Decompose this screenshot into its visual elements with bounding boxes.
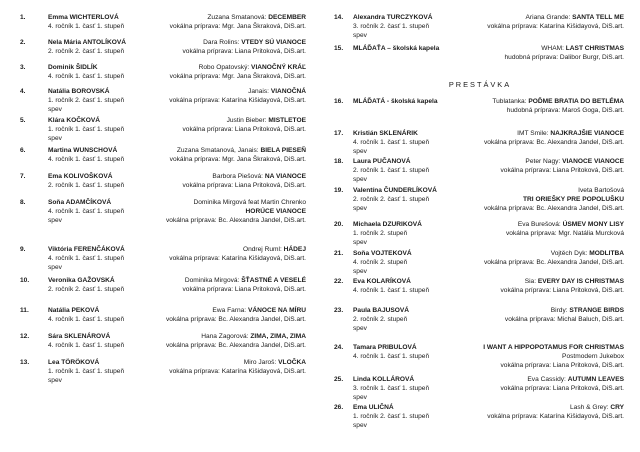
song-title: VIANOČNÁ bbox=[270, 88, 306, 95]
song-title: SANTA TELL ME bbox=[572, 14, 624, 21]
song-title: ÚSMEV MONY LISY bbox=[562, 221, 624, 228]
vocal-preparation: vokálna príprava: Liana Pritoková, DiS.art. bbox=[500, 385, 624, 392]
performer-name: Natália PEKOVÁ bbox=[48, 307, 100, 314]
song-artist: Iveta Bartošová bbox=[578, 187, 624, 194]
performer-class: spev bbox=[48, 377, 62, 384]
vocal-preparation: vokálna príprava: Bc. Alexandra Jandel, DiS.art. bbox=[483, 139, 624, 146]
song-title: ZIMA, ZIMA, ZIMA bbox=[250, 333, 306, 340]
performer-name: Veronika GAŽOVSKÁ bbox=[48, 277, 115, 284]
song-line bbox=[203, 39, 306, 48]
entry-number: 8. bbox=[20, 199, 26, 206]
performer-class: spev bbox=[353, 148, 367, 155]
performer-name: MLÁĎAŤA – školská kapela bbox=[353, 45, 440, 52]
song-artist: Robo Opatovský: bbox=[198, 64, 252, 71]
performer-name: Martina WUNSCHOVÁ bbox=[48, 147, 118, 154]
vocal-preparation: hudobná príprava: Maroš Goga, DiS.art. bbox=[506, 107, 624, 114]
entry-number: 18. bbox=[334, 158, 344, 165]
performer-class: 4. ročník 1. časť 1. stupeň bbox=[48, 156, 125, 163]
vocal-preparation: vokálna príprava: Liana Pritoková, DiS.art. bbox=[182, 126, 306, 133]
song-artist: Miro Jaroš: bbox=[243, 359, 279, 366]
entry-number: 10. bbox=[20, 277, 30, 284]
song-title: MISTLETOE bbox=[268, 117, 306, 124]
performer-name: Emma WICHTERLOVÁ bbox=[48, 14, 119, 21]
vocal-preparation: vokálna príprava: Michal Baluch, DiS.art. bbox=[504, 316, 624, 323]
performer-name: Lea TÖRÖKOVÁ bbox=[48, 359, 100, 366]
song-title: MODLITBA bbox=[589, 250, 624, 257]
performer-name: MLÁĎATÁ - školská kapela bbox=[353, 98, 438, 105]
performer-class: 4. ročník 2. stupeň bbox=[353, 259, 408, 266]
entry-number: 13. bbox=[20, 359, 30, 366]
song-artist: Janais: bbox=[248, 88, 271, 95]
song-title: HÁDEJ bbox=[283, 246, 306, 253]
song-artist: Eva Cassidy: bbox=[527, 376, 568, 383]
song-line bbox=[526, 14, 624, 23]
vocal-preparation: vokálna príprava: Bc. Alexandra Jandel, DiS.art. bbox=[165, 217, 306, 224]
song-title: POĎME BRATIA DO BETLÉMA bbox=[528, 98, 624, 105]
song-title: VÁNOCE NA MÍRU bbox=[247, 307, 306, 314]
vocal-preparation: vokálna príprava: Katarína Kišidayová, DiS.art. bbox=[487, 413, 624, 420]
song-title: VLOČKA bbox=[278, 359, 306, 366]
entry-number: 26. bbox=[334, 404, 344, 411]
performer-class: 4. ročník 1. časť 1. stupeň bbox=[48, 73, 125, 80]
performer-name: Linda KOLLÁROVÁ bbox=[353, 376, 415, 383]
performer-name: Tamara PRIBULOVÁ bbox=[353, 344, 417, 351]
performer-class: 4. ročník 1. časť 1. stupeň bbox=[353, 353, 430, 360]
song-line bbox=[492, 98, 624, 107]
song-line bbox=[193, 199, 306, 208]
performer-class: spev bbox=[353, 239, 367, 246]
performer-class: spev bbox=[48, 264, 62, 271]
song-line bbox=[551, 307, 624, 316]
song-artist: Tublatanka: bbox=[492, 98, 529, 105]
performer-class: spev bbox=[353, 422, 367, 429]
song-title: AUTUMN LEAVES bbox=[567, 376, 624, 383]
song-line bbox=[525, 158, 624, 167]
song-artist: Birdy: bbox=[550, 307, 570, 314]
entry-number: 24. bbox=[334, 344, 344, 351]
song-line bbox=[248, 88, 306, 97]
song-line bbox=[227, 117, 306, 126]
performer-class: 2. ročník 1. časť 1. stupeň bbox=[353, 167, 430, 174]
performer-class: 4. ročník 1. časť 1. stupeň bbox=[353, 139, 430, 146]
song-artist: Hana Zagorová: bbox=[201, 333, 251, 340]
entry-number: 11. bbox=[20, 307, 29, 314]
vocal-preparation: vokálna príprava: Liana Pritoková, DiS.art. bbox=[500, 362, 624, 369]
performer-class: 3. ročník 1. časť 1. stupeň bbox=[353, 385, 430, 392]
song-line bbox=[207, 14, 306, 23]
vocal-preparation: vokálna príprava: Katarína Kišidayová, DiS.art. bbox=[169, 255, 306, 262]
song-title: VTEDY SÚ VIANOCE bbox=[241, 39, 306, 46]
entry-number: 12. bbox=[20, 333, 30, 340]
song-artist: Dominika Mirgová: bbox=[184, 277, 242, 284]
song-title: VIANOČNÝ KRÁĽ bbox=[251, 64, 306, 71]
song-line bbox=[518, 221, 624, 230]
song-line bbox=[483, 344, 624, 353]
entry-number: 4. bbox=[20, 88, 26, 95]
performer-name: Viktória FERENČÁKOVÁ bbox=[48, 246, 125, 253]
song-line bbox=[517, 130, 624, 139]
performer-class: spev bbox=[48, 217, 62, 224]
song-line bbox=[212, 307, 306, 316]
performer-name: Michaela DZURIKOVÁ bbox=[353, 221, 422, 228]
song-title: I WANT A HIPPOPOTAMUS FOR CHRISTMAS bbox=[483, 344, 624, 351]
song-artist: IMT Smile: bbox=[517, 130, 551, 137]
performer-class: 2. ročník 2. časť 1. stupeň bbox=[48, 286, 125, 293]
entry-number: 20. bbox=[334, 221, 344, 228]
song-line bbox=[244, 359, 306, 368]
performer-name: Soňa VOJTEKOVÁ bbox=[353, 250, 412, 257]
entry-number: 6. bbox=[20, 147, 26, 154]
song-artist: Ewa Farna: bbox=[212, 307, 248, 314]
entry-number: 7. bbox=[20, 173, 26, 180]
vocal-preparation: vokálna príprava: Bc. Alexandra Jandel, DiS.art. bbox=[165, 316, 306, 323]
performer-name: Soňa ADAMČÍKOVÁ bbox=[48, 199, 112, 206]
performer-class: spev bbox=[353, 176, 367, 183]
vocal-preparation: vokálna príprava: Bc. Alexandra Jandel, DiS.art. bbox=[483, 259, 624, 266]
vocal-preparation: vokálna príprava: Liana Pritoková, DiS.art. bbox=[500, 287, 624, 294]
performer-name: Eva KOLARÍKOVÁ bbox=[353, 278, 411, 285]
performer-class: 4. ročník 1. časť 1. stupeň bbox=[48, 208, 125, 215]
song-artist: Zuzana Smatanová, Janais: bbox=[176, 147, 261, 154]
song-line bbox=[177, 147, 306, 156]
song-artist: Lash & Grey: bbox=[569, 404, 611, 411]
vocal-preparation: vokálna príprava: Mgr. Natália Murcková bbox=[505, 230, 624, 237]
entry-number: 5. bbox=[20, 117, 26, 124]
performer-class: 1. ročník 2. časť 1. stupeň bbox=[48, 97, 125, 104]
performer-name: Kristián SKLENÁRIK bbox=[353, 130, 418, 137]
performer-name: Ema KOLIVOŠKOVÁ bbox=[48, 173, 113, 180]
song-title: BIELA PIESEŇ bbox=[260, 147, 306, 154]
performer-class: spev bbox=[48, 106, 62, 113]
performer-class: 4. ročník 1. časť 1. stupeň bbox=[48, 255, 125, 262]
entry-number: 3. bbox=[20, 64, 26, 71]
performer-class: 4. ročník 1. časť 1. stupeň bbox=[48, 342, 125, 349]
performer-class: spev bbox=[353, 32, 367, 39]
vocal-preparation: vokálna príprava: Katarína Kišidayová, DiS.art. bbox=[169, 97, 306, 104]
vocal-preparation: vokálna príprava: Liana Pritoková, DiS.art. bbox=[182, 48, 306, 55]
vocal-preparation: vokálna príprava: Bc. Alexandra Jandel, DiS.art. bbox=[483, 205, 624, 212]
performer-class: 4. ročník 1. časť 1. stupeň bbox=[48, 23, 125, 30]
song-title: ŠŤASTNÉ A VESELÉ bbox=[241, 277, 306, 284]
song-line bbox=[199, 64, 306, 73]
song-artist: Zuzana Smatanová: bbox=[207, 14, 269, 21]
song-artist: Ondrej Ruml: bbox=[242, 246, 284, 253]
performer-name: Sára SKLENÁROVÁ bbox=[48, 333, 111, 340]
performer-name: Natália BOROVSKÁ bbox=[48, 88, 110, 95]
entry-number: 23. bbox=[334, 307, 344, 314]
performer-class: 2. ročník 2. časť 1. stupeň bbox=[353, 196, 430, 203]
song-line bbox=[541, 45, 624, 54]
vocal-preparation: vokálna príprava: Bc. Alexandra Jandel, DiS.art. bbox=[165, 342, 306, 349]
vocal-preparation: hudobná príprava: Dalibor Burgr, DiS.art. bbox=[504, 54, 624, 61]
song-artist: Vojtěch Dyk: bbox=[550, 250, 590, 257]
song-line bbox=[527, 376, 624, 385]
entry-number: 9. bbox=[20, 246, 26, 253]
intermission-heading: PRESTÁVKA bbox=[448, 80, 512, 89]
vocal-preparation: vokálna príprava: Katarína Kišidayová, DiS.art. bbox=[487, 23, 624, 30]
entry-number: 14. bbox=[334, 14, 344, 21]
song-title: TRI ORIEŠKY PRE POPOLUŠKU bbox=[523, 196, 624, 203]
song-line bbox=[201, 333, 306, 342]
song-artist: Barbora Piešová: bbox=[212, 173, 265, 180]
performer-class: 1. ročník 2. časť 1. stupeň bbox=[353, 413, 430, 420]
entry-number: 15. bbox=[334, 45, 344, 52]
song-artist: Dominika Mirgová feat Martin Chrenko bbox=[193, 199, 306, 206]
performer-name: Paula BAJUSOVÁ bbox=[353, 307, 410, 314]
song-artist: Eva Burešová: bbox=[517, 221, 563, 228]
performer-class: spev bbox=[353, 268, 367, 275]
vocal-preparation: vokálna príprava: Mgr. Jana Škraková, DiS.art. bbox=[169, 23, 306, 30]
performer-class: spev bbox=[353, 394, 367, 401]
song-line bbox=[212, 173, 306, 182]
performer-class: 2. ročník 2. časť 1. stupeň bbox=[48, 48, 125, 55]
performer-class: spev bbox=[353, 325, 367, 332]
song-artist: WHAM: bbox=[541, 45, 566, 52]
vocal-preparation: Postmodern Jukebox bbox=[562, 353, 624, 360]
song-line bbox=[578, 187, 624, 196]
song-line bbox=[243, 246, 306, 255]
performer-name: Ema ULIČNÁ bbox=[353, 404, 394, 411]
song-title: VIANOCE VIANOCE bbox=[562, 158, 624, 165]
performer-class: 1. ročník 1. časť 1. stupeň bbox=[48, 368, 125, 375]
song-title: EVERY DAY IS CHRISTMAS bbox=[537, 278, 624, 285]
song-title: LAST CHRISTMAS bbox=[565, 45, 624, 52]
song-title: NA VIANOCE bbox=[264, 173, 306, 180]
entry-number: 17. bbox=[334, 130, 344, 137]
song-line bbox=[185, 277, 306, 286]
performer-class: 2. ročník 2. stupeň bbox=[353, 316, 408, 323]
vocal-preparation: vokálna príprava: Mgr. Jana Škraková, DiS.art. bbox=[169, 156, 306, 163]
performer-class: 4. ročník 1. časť 1. stupeň bbox=[48, 316, 125, 323]
entry-number: 25. bbox=[334, 376, 344, 383]
performer-name: Nela Mária ANTOLÍKOVÁ bbox=[48, 39, 127, 46]
entry-number: 1. bbox=[20, 14, 26, 21]
performer-class: 1. ročník 1. časť 1. stupeň bbox=[48, 126, 125, 133]
performer-class: spev bbox=[48, 135, 62, 142]
performer-class: 1. ročník 2. stupeň bbox=[353, 230, 408, 237]
song-artist: Peter Nagy: bbox=[525, 158, 563, 165]
entry-number: 22. bbox=[334, 278, 344, 285]
performer-name: Klára KOČKOVÁ bbox=[48, 117, 101, 124]
performer-class: spev bbox=[353, 205, 367, 212]
song-line bbox=[525, 278, 624, 287]
song-artist: Dara Rolins: bbox=[203, 39, 242, 46]
performer-class: 4. ročník 1. časť 1. stupeň bbox=[353, 287, 430, 294]
song-title: DECEMBER bbox=[268, 14, 306, 21]
song-title: NAJKRAJŠIE VIANOCE bbox=[550, 130, 624, 137]
song-artist: Justin Bieber: bbox=[226, 117, 269, 124]
performer-name: Laura PUČANOVÁ bbox=[353, 158, 411, 165]
performer-name: Valentína ČUNDERLÍKOVÁ bbox=[353, 187, 437, 194]
entry-number: 2. bbox=[20, 39, 26, 46]
entry-number: 16. bbox=[334, 98, 344, 105]
song-artist: Sia: bbox=[524, 278, 538, 285]
vocal-preparation: vokálna príprava: Katarína Kišidayová, DiS.art. bbox=[169, 368, 306, 375]
song-line bbox=[551, 250, 624, 259]
entry-number: 19. bbox=[334, 187, 344, 194]
performer-class: 3. ročník 2. časť 1. stupeň bbox=[353, 23, 430, 30]
vocal-preparation: vokálna príprava: Liana Pritoková, DiS.art. bbox=[182, 182, 306, 189]
vocal-preparation: vokálna príprava: Liana Pritoková, DiS.art. bbox=[500, 167, 624, 174]
song-artist: Ariana Grande: bbox=[525, 14, 573, 21]
performer-name: Alexandra TURCZYKOVÁ bbox=[353, 14, 433, 21]
entry-number: 21. bbox=[334, 250, 344, 257]
song-line bbox=[570, 404, 624, 413]
performer-class: 2. ročník 1. časť 1. stupeň bbox=[48, 182, 125, 189]
song-title: STRANGE BIRDS bbox=[569, 307, 624, 314]
song-title: CRY bbox=[610, 404, 624, 411]
vocal-preparation: vokálna príprava: Liana Pritoková, DiS.art. bbox=[182, 286, 306, 293]
performer-name: Dominik ŠIDLÍK bbox=[48, 64, 98, 71]
song-title: HORÚCE VIANOCE bbox=[245, 208, 306, 215]
vocal-preparation: vokálna príprava: Mgr. Jana Škraková, DiS.art. bbox=[169, 73, 306, 80]
